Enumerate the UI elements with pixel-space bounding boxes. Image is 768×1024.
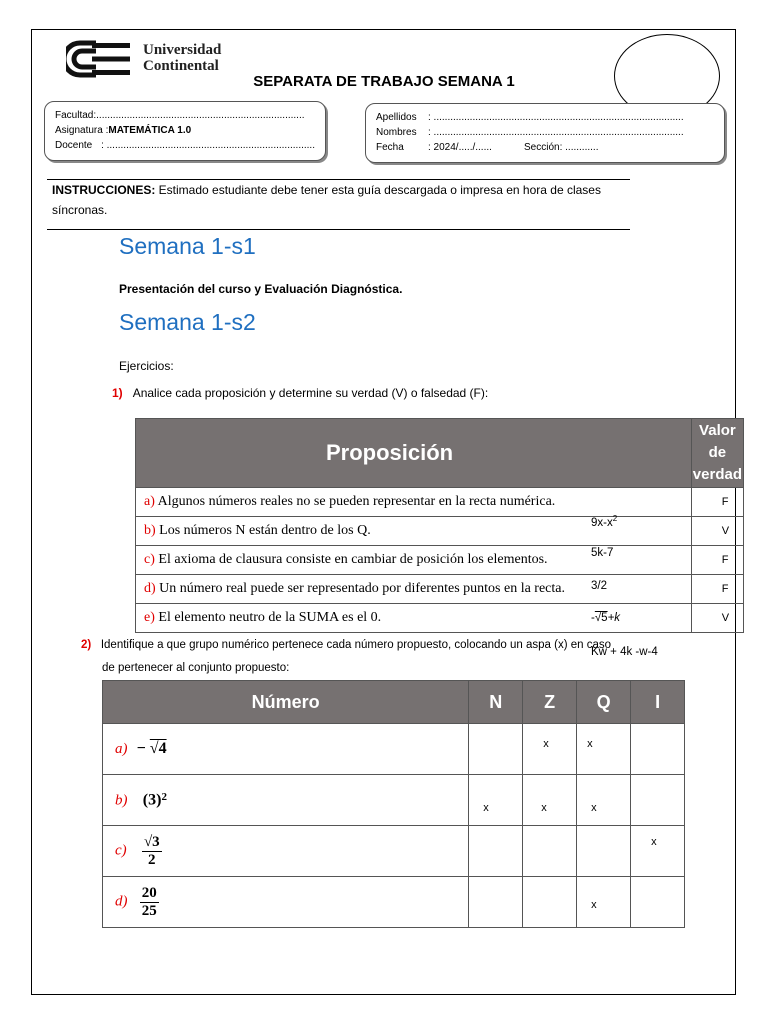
propositions-table [135,418,744,633]
instructions: INSTRUCCIONES: Estimado estudiante debe tener esta guía descargada o impresa en hora de clases síncronas. [52,183,601,217]
question-2: 2) Identifique a que grupo numérico pertenece cada número propuesto, colocando un aspa (x) en caso de pertenecer al conjunto propuesto: [81,639,611,674]
week-heading-s2: Semana 1-s2 [119,309,256,335]
header-proposition: Proposición [136,419,692,488]
annotation: Kw + 4k -w-4 [591,646,658,658]
document-title: SEPARATA DE TRABAJO SEMANA 1 [253,73,515,90]
truth-value: V [691,604,743,633]
table-row: b) Los números N están dentro de los Q. V [136,517,744,546]
number-sets-table [102,680,685,928]
truth-value: V [691,517,743,546]
table-row: c) El axioma de clausura consiste en cambiar de posición los elementos. F [136,546,744,575]
header-I: I [631,681,685,724]
truth-value: F [691,488,743,517]
annotation: -√5+k [591,612,621,624]
table-row: a) Algunos números reales no se pueden representar en la recta numérica. F [136,488,744,517]
annotation: $9x-x^2$ [591,514,618,529]
student-info-box: Apellidos : .......................................................................................... Nombres : .......................................................................................... Fecha : 2024/...../...... Sección: ............ [365,103,725,163]
week-heading-s1: Semana 1-s1 [119,233,256,259]
annotation: 5k-7 [591,547,614,559]
university-name: Universidad Continental [143,42,222,74]
header-N: N [469,681,523,724]
header-number: Número [103,681,469,724]
header-Q: Q [577,681,631,724]
exercises-label: Ejercicios: [119,359,174,373]
table-row: e) El elemento neutro de la SUMA es el 0. V [136,604,744,633]
course-info-box: Facultad: ........................................................................... Asignatura : MATEMÁTICA 1.0 Docente : ........................................................................... [44,101,326,161]
table-row: a) − √4 x x [103,724,685,775]
table-row: c) $\frac{√3}{2}$ x [103,826,685,877]
table-row: b) $(3)^2$ x x x [103,775,685,826]
header-truth-value: Valor de verdad [691,419,743,488]
week-s1-subtitle: Presentación del curso y Evaluación Diagnóstica. [119,282,403,296]
truth-value: F [691,575,743,604]
header-Z: Z [523,681,577,724]
table-row: d) Un número real puede ser representado por diferentes puntos en la recta. F [136,575,744,604]
truth-value: F [691,546,743,575]
question-1: 1) Analice cada proposición y determine su verdad (V) o falsedad (F): [112,386,489,400]
table-row: d) $\frac{20}{25}$ x [103,877,685,928]
divider [47,229,630,230]
annotation: 3/2 [591,580,607,592]
